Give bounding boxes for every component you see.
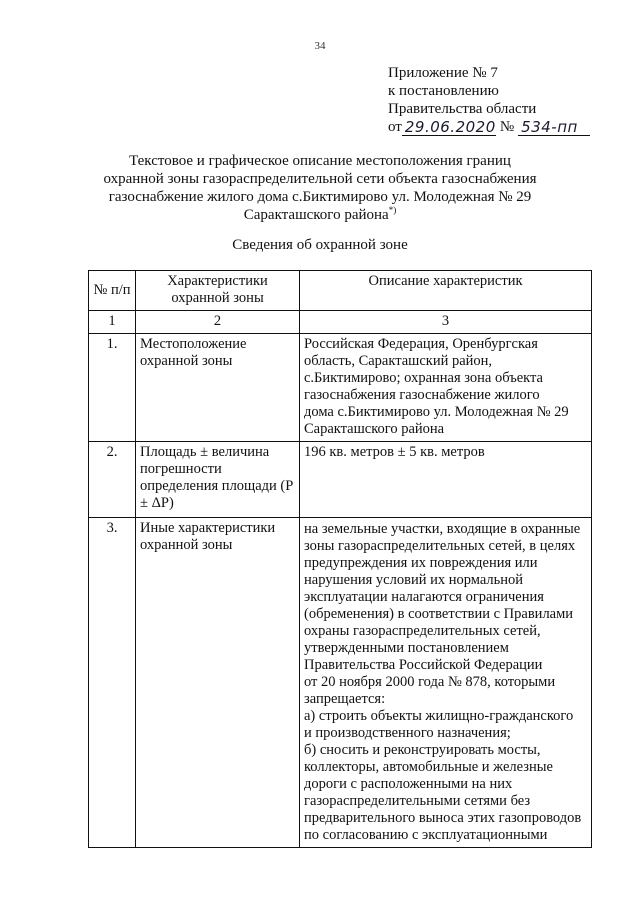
date-prefix: от (388, 119, 402, 135)
row-1-desc-line: область, Саракташский район, (304, 353, 493, 369)
page-number: 34 (314, 40, 326, 52)
row-3-desc-line: от 20 ноября 2000 года № 878, которыми (304, 674, 556, 690)
row-2-characteristic: Площадь ± величина погрешности определения площади (P ± ΔP) (136, 442, 300, 518)
row-3-desc-line: зоны газораспределительных сетей, в целях (304, 538, 576, 554)
number-sign: № (499, 119, 515, 135)
row-1-characteristic: Местоположение охранной зоны (136, 334, 300, 442)
appendix-block (388, 64, 590, 136)
row-3-desc-line: дороги с расположенными на них (304, 776, 513, 792)
row-3-desc-line: охраны газораспределительных сетей, (304, 623, 541, 639)
header-num: № п/п (89, 271, 136, 311)
row-2-description (300, 442, 592, 518)
row-2-num: 2. (89, 442, 136, 518)
row-3-desc-line: (обременения) в соответствии с Правилами (304, 606, 574, 622)
row-3-characteristic: Иные характеристики охранной зоны (136, 518, 300, 848)
row-3-desc-line: предупреждения их повреждения или (304, 555, 538, 571)
title-footnote-mark: *) (388, 205, 397, 215)
title-line-1: Текстовое и графическое описание местоположения границ (129, 153, 511, 169)
row-3-desc-line: коллекторы, автомобильные и железные (304, 759, 553, 775)
appendix-decree-ref: к постановлению (388, 83, 499, 99)
appendix-decree-line (388, 118, 590, 136)
row-1-description (300, 334, 592, 442)
row-1-num: 1. (89, 334, 136, 442)
table-row (89, 334, 592, 442)
row-3-desc-line: б) сносить и реконструировать мосты, (304, 742, 541, 758)
row-3-desc-line: нарушения условий их нормальной (304, 572, 524, 588)
row-3-desc-line: по согласованию с эксплуатационными (304, 827, 548, 843)
table-header-row (89, 271, 592, 311)
appendix-title: Приложение № 7 (388, 65, 498, 81)
row-3-description (300, 518, 592, 848)
handwritten-date: 29.06.2020 (402, 119, 496, 136)
title-line-3: газоснабжение жилого дома с.Биктимирово ул. Молодежная № 29 (108, 189, 532, 205)
row-3-desc-line: на земельные участки, входящие в охранные (304, 521, 581, 537)
row-3-desc-line: утвержденными постановлением (304, 640, 509, 656)
title-line-4-text: Саракташского района (243, 207, 389, 223)
row-3-desc-line: газораспределительными сетями без (304, 793, 531, 809)
title-line-2: охранной зоны газораспределительной сети объекта газоснабжения (103, 171, 537, 187)
index-cell-1: 1 (89, 311, 136, 334)
header-characteristic: Характеристики охранной зоны (136, 271, 300, 311)
row-1-desc-line: дома с.Биктимирово ул. Молодежная № 29 (304, 404, 569, 420)
row-3-desc-line: и производственного назначения; (304, 725, 511, 741)
document-title (60, 152, 580, 224)
row-1-desc-line: с.Биктимирово; охранная зона объекта (304, 370, 543, 386)
row-1-desc-line: Саракташского района (304, 421, 445, 437)
row-3-desc-line: предварительного выноса этих газопроводов (304, 810, 582, 826)
table-row (89, 518, 592, 848)
appendix-authority: Правительства области (388, 101, 537, 117)
handwritten-decree-number: 534-пп (518, 119, 590, 136)
row-3-num: 3. (89, 518, 136, 848)
table-row (89, 442, 592, 518)
row-2-desc-line: 196 кв. метров ± 5 кв. метров (304, 444, 485, 460)
table-index-row (89, 311, 592, 334)
row-3-desc-line: запрещается: (304, 691, 386, 707)
index-cell-3: 3 (300, 311, 592, 334)
row-3-desc-line: а) строить объекты жилищно-гражданского (304, 708, 574, 724)
row-3-desc-line: Правительства Российской Федерации (304, 657, 543, 673)
zone-table (88, 270, 592, 848)
title-line-4 (60, 206, 580, 224)
row-1-desc-line: Российская Федерация, Оренбургская (304, 336, 538, 352)
row-1-desc-line: газоснабжения газоснабжение жилого (304, 387, 540, 403)
section-title: Сведения об охранной зоне (232, 237, 408, 253)
row-3-desc-line: эксплуатации налагаются ограничения (304, 589, 544, 605)
header-description: Описание характеристик (300, 271, 592, 311)
index-cell-2: 2 (136, 311, 300, 334)
